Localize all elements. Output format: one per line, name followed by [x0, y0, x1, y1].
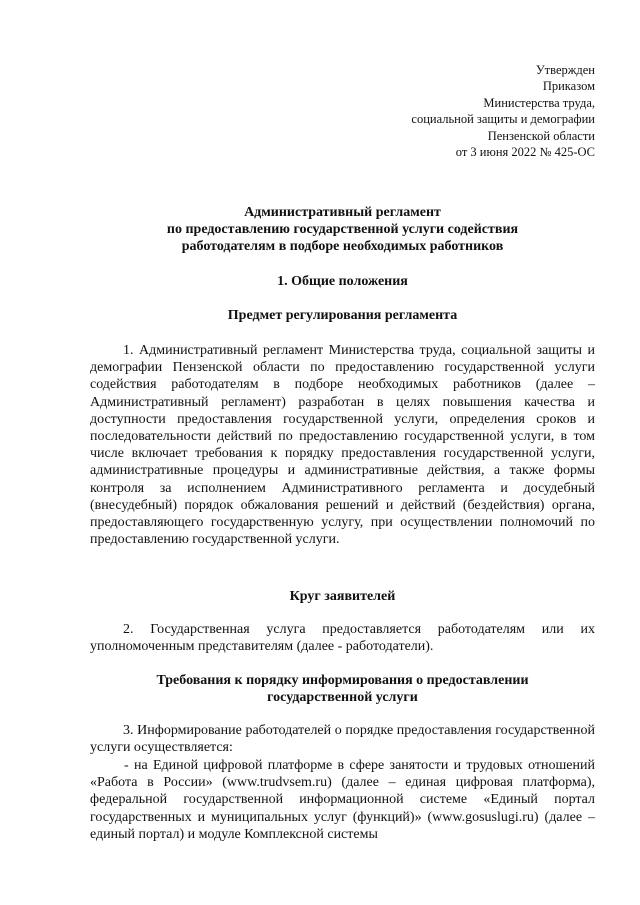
approval-line: Пензенской области	[487, 128, 595, 143]
section-heading-general: 1. Общие положения	[277, 274, 408, 289]
heading-line: государственной услуги	[267, 690, 418, 705]
section-heading-informing	[90, 672, 595, 706]
paragraph-2: 2. Государственная услуга предоставляется работодателям или их уполномоченным представителям (далее - работодатели).	[90, 622, 595, 655]
heading-line: Требования к порядку информирования о предоставлении	[156, 673, 529, 688]
subheading-subject: Предмет регулирования регламента	[227, 308, 458, 323]
bullet-item: - на Единой цифровой платформе в сфере занятости и трудовых отношений «Работа в России» (www.trudvsem.ru) (далее – единая цифровая платформа), федеральной государственной информационной системе «Единый портал государственных и муниципальных услуг (функций)» (www.gosuslugi.ru) (далее – единый портал) и модуле Комплексной системы	[90, 758, 595, 842]
approval-line: от 3 июня 2022 № 425-ОС	[455, 145, 595, 160]
title-line: работодателям в подборе необходимых работников	[181, 238, 504, 254]
approval-line: Утвержден	[535, 63, 595, 77]
title-line: Административный регламент	[244, 205, 441, 220]
approval-line: социальной защиты и демографии	[411, 112, 595, 127]
paragraph-3: 3. Информирование работодателей о порядке предоставления государственной услуги осуществляется:	[90, 723, 595, 756]
document-title	[90, 205, 595, 255]
approval-line: Министерства труда,	[483, 95, 595, 110]
approval-line: Приказом	[542, 79, 595, 94]
title-line: по предоставлению государственной услуги содействия	[166, 221, 519, 237]
approval-block	[335, 62, 595, 160]
section-heading-applicants: Круг заявителей	[289, 589, 396, 604]
paragraph-1: 1. Административный регламент Министерства труда, социальной защиты и демографии Пензенской области по предоставлению государственной услуги содействия работодателям в подборе необходимых работников (далее – Административный регламент) разработан в целях повышения качества и доступности предоставления государственной услуги, определения сроков и последовательности действий по предоставлению государственной услуги, в том числе включает требования к порядку предоставления государственной услуги, административные процедуры и административные действия, а также формы контроля за исполнением Административного регламента и досудебный (внесудебный) порядок обжалования решений и действий (бездействия) органа, предоставляющего государственную услугу, при осуществлении полномочий по предоставлению государственной услуги.	[90, 343, 595, 548]
